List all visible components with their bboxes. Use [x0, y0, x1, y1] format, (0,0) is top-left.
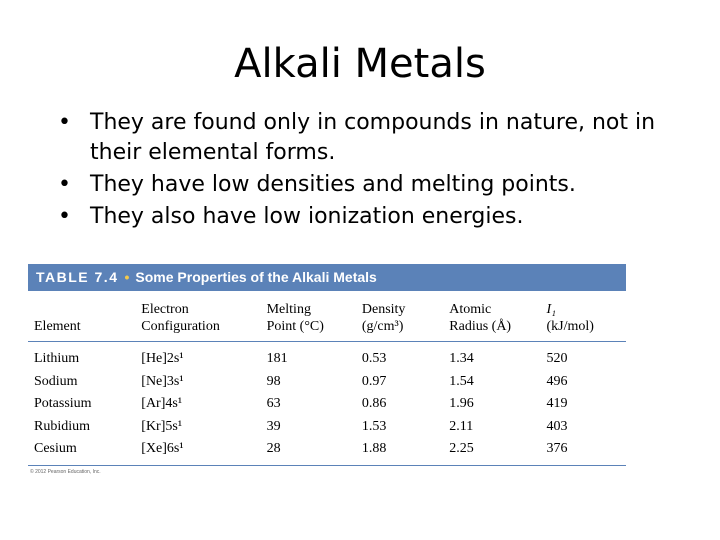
- cell-element: Potassium: [34, 396, 92, 411]
- cell-density: 1.88: [361, 441, 387, 456]
- header-melting: Melting Point (°C): [261, 291, 356, 342]
- bullet-text: They have low densities and melting points.: [90, 172, 576, 197]
- properties-table: [28, 264, 626, 475]
- table-row: [28, 393, 626, 416]
- cell-melting: 39: [266, 418, 281, 434]
- bullet-dot-icon: •: [58, 110, 71, 135]
- header-config: Electron Configuration: [135, 291, 260, 342]
- bullet-item: [56, 170, 676, 200]
- cell-radius: 2.25: [449, 441, 474, 456]
- header-ie: I₁ (kJ/mol): [540, 291, 626, 342]
- cell-melting: 181: [266, 351, 288, 366]
- cell-density: 0.53: [361, 351, 387, 366]
- bullet-dot-icon: •: [58, 172, 71, 197]
- cell-config: [Ne]3s¹: [141, 373, 184, 389]
- cell-radius: 1.96: [449, 396, 474, 411]
- copyright-note: © 2012 Pearson Education, Inc.: [30, 468, 101, 475]
- cell-element: Sodium: [34, 373, 78, 389]
- bullet-text: They also have low ionization energies.: [90, 204, 524, 229]
- bullet-item: [56, 108, 676, 168]
- header-element: Element: [28, 291, 135, 342]
- table-row: [28, 342, 626, 371]
- cell-element: Lithium: [34, 351, 80, 366]
- data-table: [28, 291, 626, 461]
- table-caption-title: Some Properties of the Alkali Metals: [135, 269, 377, 285]
- cell-ie: 520: [546, 351, 568, 366]
- cell-config: [Kr]5s¹: [141, 418, 183, 434]
- header-density: Density (g/cm³): [356, 291, 443, 342]
- slide-title: Alkali Metals: [234, 41, 486, 87]
- table-row: [28, 416, 626, 439]
- cell-density: 1.53: [361, 418, 387, 434]
- cell-density: 0.86: [361, 396, 387, 411]
- table-caption-label: TABLE 7.4: [36, 269, 119, 285]
- bullet-text: They are found only in compounds in nature, not in their elemental forms.: [90, 110, 656, 165]
- bullet-item: [56, 202, 676, 232]
- cell-config: [He]2s¹: [141, 351, 184, 366]
- table-caption: [28, 264, 626, 291]
- cell-config: [Xe]6s¹: [141, 441, 184, 456]
- table-header-row: [28, 291, 626, 342]
- caption-separator: •: [124, 269, 130, 285]
- cell-melting: 98: [266, 373, 281, 389]
- cell-ie: 403: [546, 418, 568, 434]
- cell-ie: 376: [546, 441, 568, 456]
- header-radius: Atomic Radius (Å): [443, 291, 540, 342]
- cell-radius: 1.54: [449, 373, 474, 389]
- cell-config: [Ar]4s¹: [141, 396, 183, 411]
- cell-radius: 1.34: [449, 351, 474, 366]
- table-bottom-rule: [28, 465, 626, 466]
- cell-element: Rubidium: [34, 418, 91, 434]
- bullet-dot-icon: •: [58, 204, 71, 229]
- cell-melting: 63: [266, 396, 281, 411]
- cell-ie: 496: [546, 373, 568, 389]
- table-row: [28, 438, 626, 461]
- bullet-list: [56, 108, 676, 234]
- table-row: [28, 371, 626, 394]
- cell-ie: 419: [546, 396, 568, 411]
- cell-melting: 28: [266, 441, 281, 456]
- cell-radius: 2.11: [449, 418, 474, 434]
- cell-density: 0.97: [361, 373, 387, 389]
- cell-element: Cesium: [34, 441, 77, 456]
